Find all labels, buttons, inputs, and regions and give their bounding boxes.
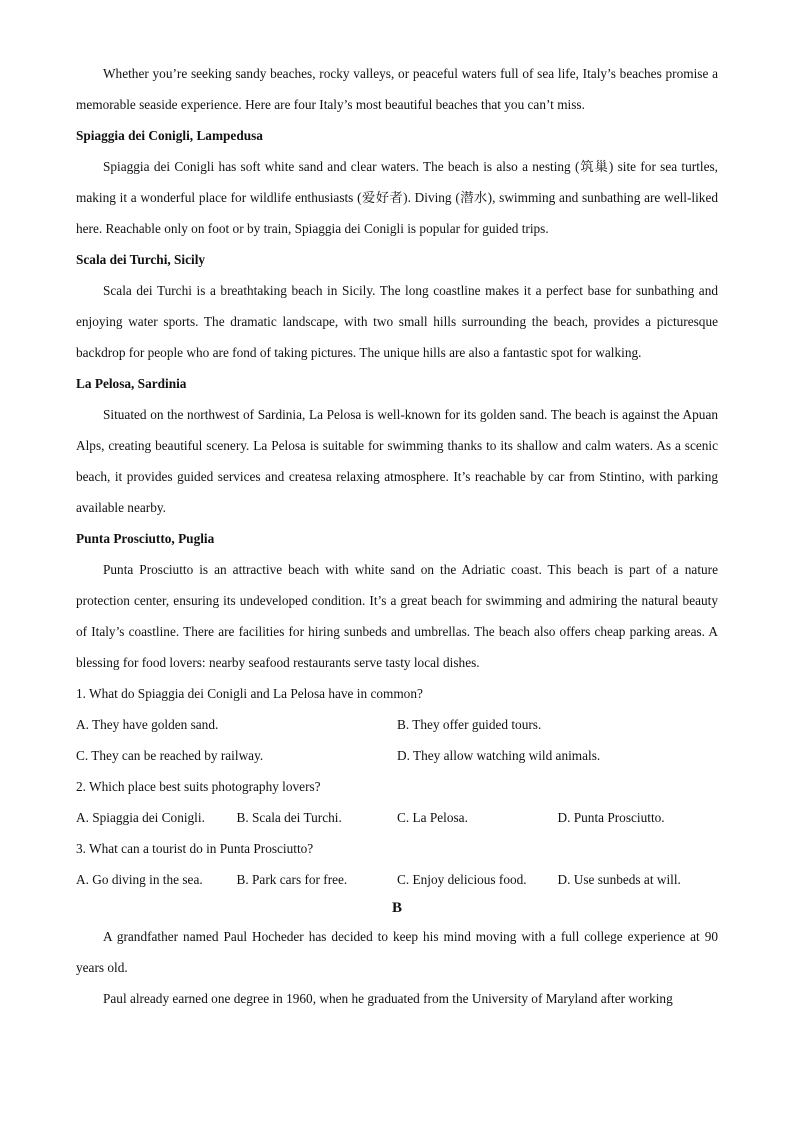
option-c: C. La Pelosa. — [397, 810, 468, 825]
question-stem: 1. What do Spiaggia dei Conigli and La Pelosa have in common? — [76, 686, 423, 701]
option-d: D. Use sunbeds at will. — [557, 872, 681, 887]
passage-b-paragraph: A grandfather named Paul Hocheder has decided to keep his mind moving with a full college experience at 90 years old. — [76, 929, 718, 975]
option-c: C. Enjoy delicious food. — [397, 872, 527, 887]
question-stem: 3. What can a tourist do in Punta Prosciutto? — [76, 841, 314, 856]
beach-title: Punta Prosciutto, Puglia — [76, 531, 215, 546]
intro-paragraph: Whether you’re seeking sandy beaches, rocky valleys, or peaceful waters full of sea life, Italy’s beaches promise a memorable seaside experience. Here are four Italy’s most beautiful beaches that you can’t miss. — [76, 66, 718, 112]
question-options — [76, 802, 718, 833]
beach-title: La Pelosa, Sardinia — [76, 376, 187, 391]
document-page — [76, 58, 718, 1014]
option-b: B. They offer guided tours. — [397, 717, 542, 732]
option-a: A. Spiaggia dei Conigli. — [76, 810, 205, 825]
option-c: C. They can be reached by railway. — [76, 748, 264, 763]
question-options — [76, 864, 718, 895]
beach-paragraph: Spiaggia dei Conigli has soft white sand and clear waters. The beach is also a nesting (筑巢) site for sea turtles, making it a wonderful place for wildlife enthusiasts (爱好者). Diving (潜水), swimming and sunbathing are well-liked here. Reachable only on foot or by train, Spiaggia dei Conigli is popular for guided trips. — [76, 159, 718, 236]
option-d: D. Punta Prosciutto. — [557, 810, 665, 825]
option-a: A. Go diving in the sea. — [76, 872, 203, 887]
section-label: B — [391, 900, 402, 916]
option-b: B. Scala dei Turchi. — [236, 810, 342, 825]
option-b: B. Park cars for free. — [236, 872, 348, 887]
question-options — [76, 740, 718, 771]
option-d: D. They allow watching wild animals. — [397, 748, 601, 763]
question-stem: 2. Which place best suits photography lovers? — [76, 779, 321, 794]
beach-paragraph: Situated on the northwest of Sardinia, La Pelosa is well-known for its golden sand. The beach is against the Apuan Alps, creating beautiful scenery. La Pelosa is suitable for swimming thanks to its shallow and calm waters. As a scenic beach, it provides guided services and createsa relaxing atmosphere. It’s reachable by car from Stintino, with parking available nearby. — [76, 407, 718, 515]
beach-title: Spiaggia dei Conigli, Lampedusa — [76, 128, 263, 143]
beach-title: Scala dei Turchi, Sicily — [76, 252, 206, 267]
beach-paragraph: Punta Prosciutto is an attractive beach with white sand on the Adriatic coast. This beach is part of a nature protection center, ensuring its undeveloped condition. It’s a great beach for swimming and admiring the natural beauty of Italy’s coastline. There are facilities for hiring sunbeds and umbrellas. The beach also offers cheap parking areas. A blessing for food lovers: nearby seafood restaurants serve tasty local dishes. — [76, 562, 718, 670]
passage-b-paragraph: Paul already earned one degree in 1960, when he graduated from the University of Maryland after working — [103, 991, 673, 1006]
option-a: A. They have golden sand. — [76, 717, 219, 732]
beach-paragraph: Scala dei Turchi is a breathtaking beach in Sicily. The long coastline makes it a perfect base for sunbathing and enjoying water sports. The dramatic landscape, with two small hills surrounding the beach, provides a picturesque backdrop for people who are fond of taking pictures. The unique hills are also a fantastic spot for walking. — [76, 283, 718, 360]
question-options — [76, 709, 718, 740]
